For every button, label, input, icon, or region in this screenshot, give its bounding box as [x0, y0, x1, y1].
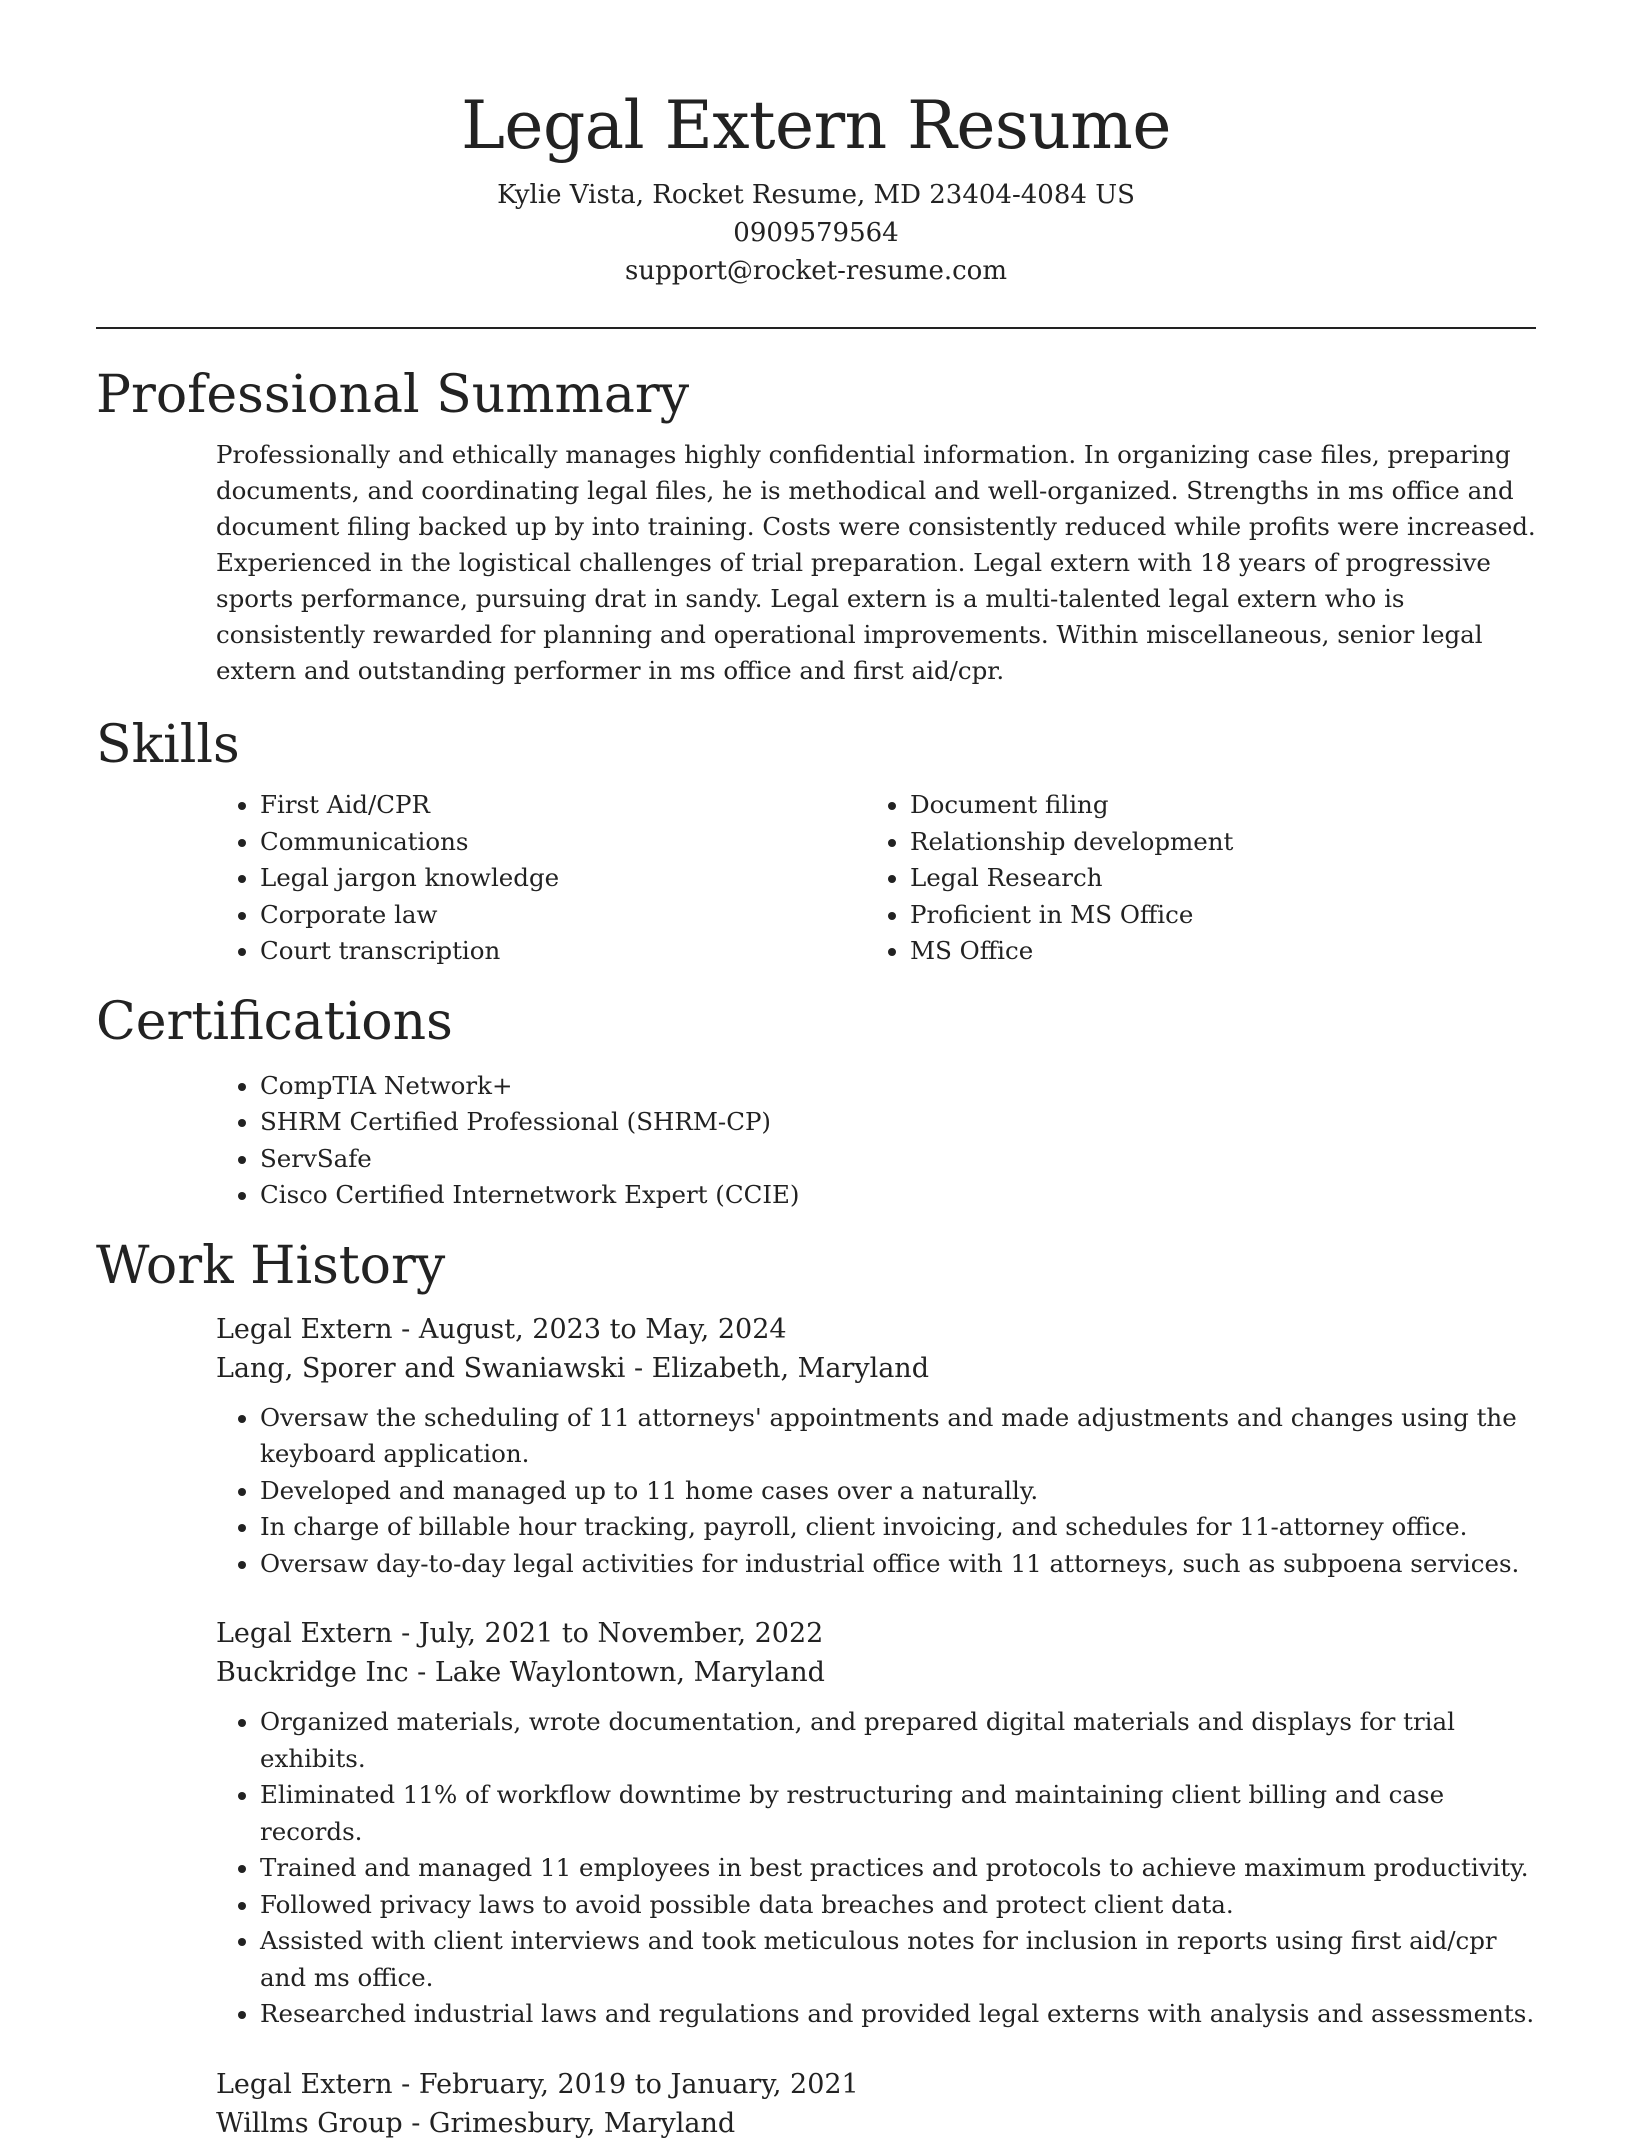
skill-item: • Court transcription: [260, 933, 866, 970]
certification-item: • CompTIA Network+: [260, 1068, 1536, 1105]
job-company: Buckridge Inc - Lake Waylontown, Maryland: [216, 1657, 825, 1688]
job-bullet: • Developed and managed up to 11 home cases over a naturally.: [260, 1473, 1536, 1510]
job-bullets: [216, 1704, 1536, 2033]
skills-column-left: [216, 787, 866, 970]
certification-item: • ServSafe: [260, 1141, 1536, 1178]
skill-item: • MS Office: [910, 933, 1516, 970]
certification-item: • SHRM Certified Professional (SHRM-CP): [260, 1104, 1536, 1141]
resume-title: Legal Extern Resume: [461, 87, 1171, 164]
job-title: Legal Extern - July, 2021 to November, 2022: [216, 1618, 824, 1649]
certifications-heading: Certifications: [96, 991, 453, 1052]
summary-text: Professionally and ethically manages highly confidential information. In organizing case files, preparing documents, and coordinating legal files, he is methodical and well-organized. Strengths in ms office and document filing backed up by into training. Costs were consistently reduced while profits were increased. Experienced in the logistical challenges of trial preparation. Legal extern with 18 years of progressive sports performance, pursuing drat in sandy. Legal extern is a multi-talented legal extern who is consistently rewarded for planning and operational improvements. Within miscellaneous, senior legal extern and outstanding performer in ms office and first aid/cpr.: [216, 440, 1536, 685]
job-company: Willms Group - Grimesbury, Maryland: [216, 2107, 736, 2139]
skill-item: • Corporate law: [260, 897, 866, 934]
header-divider: [96, 327, 1536, 329]
skill-item: • Relationship development: [910, 824, 1516, 861]
skill-item: • Document filing: [910, 787, 1516, 824]
summary-heading: Professional Summary: [96, 365, 690, 425]
job-bullet: • Oversaw day-to-day legal activities for industrial office with 11 attorneys, such as subpoena services.: [260, 1546, 1536, 1583]
job-bullet-list: [216, 1400, 1536, 1583]
skills-grid: [216, 787, 1536, 970]
skills-list-left: [216, 787, 866, 970]
job-entry: [216, 2065, 1536, 2143]
certifications-list: [216, 1068, 1536, 1214]
job-bullet: • Researched industrial laws and regulations and provided legal externs with analysis and assessments.: [260, 1996, 1536, 2033]
job-company: Lang, Sporer and Swaniawski - Elizabeth, Maryland: [216, 1352, 929, 1384]
job-bullet: • Followed privacy laws to avoid possible data breaches and protect client data.: [260, 1887, 1536, 1924]
skill-item: • First Aid/CPR: [260, 787, 866, 824]
job-entry: [216, 1614, 1536, 2033]
contact-address: Kylie Vista, Rocket Resume, MD 23404-4084 US: [497, 180, 1135, 210]
certifications-section: [96, 990, 1536, 1214]
certifications-list-wrap: [216, 1068, 1536, 1214]
certification-item: • Cisco Certified Internetwork Expert (CCIE): [260, 1177, 1536, 1214]
skills-list-right: [866, 787, 1516, 970]
job-bullet: • Organized materials, wrote documentation, and prepared digital materials and displays for trial exhibits.: [260, 1704, 1536, 1777]
job-bullet-list: [216, 1704, 1536, 2033]
job-bullet: • Assisted with client interviews and took meticulous notes for inclusion in reports using first aid/cpr and ms office.: [260, 1923, 1536, 1996]
skill-item: • Communications: [260, 824, 866, 861]
job-entry: [216, 1310, 1536, 1583]
skill-item: • Proficient in MS Office: [910, 897, 1516, 934]
job-bullet: • Eliminated 11% of workflow downtime by restructuring and maintaining client billing and case records.: [260, 1777, 1536, 1850]
work-history-heading: Work History: [96, 1235, 446, 1296]
skills-heading: Skills: [96, 715, 240, 775]
job-bullet: • In charge of billable hour tracking, payroll, client invoicing, and schedules for 11-attorney office.: [260, 1509, 1536, 1546]
contact-email: support@rocket-resume.com: [624, 256, 1007, 286]
skill-item: • Legal jargon knowledge: [260, 860, 866, 897]
job-bullet: • Trained and managed 11 employees in best practices and protocols to achieve maximum productivity.: [260, 1850, 1536, 1887]
skills-column-right: [866, 787, 1516, 970]
job-title: Legal Extern - August, 2023 to May, 2024: [216, 1313, 787, 1345]
contact-phone: 0909579564: [733, 218, 899, 248]
resume-page: [96, 0, 1536, 2143]
job-bullet: • Oversaw the scheduling of 11 attorneys' appointments and made adjustments and changes using the keyboard application.: [260, 1400, 1536, 1473]
work-history-section: [96, 1234, 1536, 2143]
job-bullets: [216, 1400, 1536, 1583]
contact-block: [96, 176, 1536, 290]
skills-section: [96, 713, 1536, 970]
resume-header: [96, 0, 1536, 290]
summary-section: [96, 363, 1536, 689]
skill-item: • Legal Research: [910, 860, 1516, 897]
job-title: Legal Extern - February, 2019 to January, 2021: [216, 2068, 859, 2100]
